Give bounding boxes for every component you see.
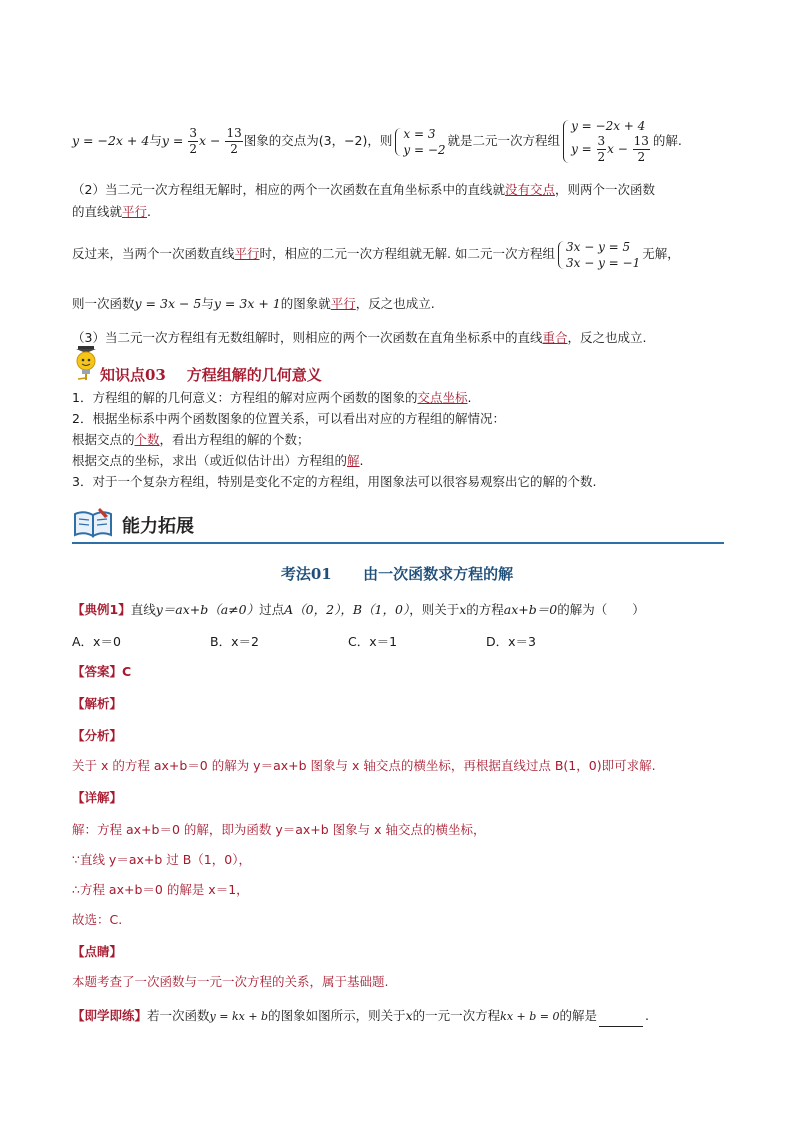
equation-system: y = −2x + 4 y = $\frac{3}{2}$ x − $\frac{13}{2}$: [562, 118, 651, 165]
detail-line-4: 故选：C.: [72, 912, 123, 927]
detail-line-2: ∵直线 y＝ax+b 过 B（1，0），: [72, 852, 251, 867]
book-icon: [72, 506, 114, 540]
answer-line: 【答案】C: [72, 664, 132, 679]
practice-question: 【即学即练】若一次函数y = kx + b的图象如图所示，则关于x的一元一次方程kx + b = 0的解是 .: [72, 1006, 732, 1027]
paragraph-parallel-cont: 则一次函数y = 3x − 5与y = 3x + 1的图象就平行，反之也成立.: [72, 296, 435, 311]
system-no-solution: 3x − y = 5 3x − y = −1: [557, 239, 640, 271]
paragraph-no-solution: （2）当二元一次方程组无解时，相应的两个一次函数在直角坐标系中的直线就没有交点，则两个一次函数: [72, 182, 655, 197]
lightbulb-mascot-icon: [70, 345, 102, 381]
example-question: 【典例1】直线y＝ax+b（a≠0）过点A（0，2），B（1，0），则关于x的方程ax+b＝0的解为（ ）: [72, 602, 645, 617]
answer-blank[interactable]: [599, 1012, 643, 1027]
comment-text: 本题考查了一次函数与一元一次方程的关系，属于基础题.: [72, 974, 389, 989]
function-1: y = −2x + 4: [72, 133, 150, 148]
option-c[interactable]: C．x＝1: [348, 634, 398, 649]
paragraph-no-solution-cont: 的直线就平行.: [72, 204, 152, 219]
fenxi-tag: 【分析】: [72, 728, 123, 743]
comment-tag: 【点睛】: [72, 944, 123, 959]
knowledge-line-1: 1．方程组的解的几何意义：方程组的解对应两个函数的图象的交点坐标.: [72, 390, 472, 405]
analysis-tag: 【解析】: [72, 696, 123, 711]
section-rule: [72, 542, 724, 544]
knowledge-point-title: 知识点03 方程组解的几何意义: [100, 366, 322, 384]
detail-line-1: 解：方程 ax+b＝0 的解，即为函数 y＝ax+b 图象与 x 轴交点的横坐标，: [72, 822, 486, 837]
fraction-13-2: $\frac{13}{2}$: [226, 126, 242, 156]
intersection-sentence: y = −2x + 4与y = $\frac{3}{2}$ x − $\frac{13}{2}$ 图象的交点为(3，−2)，则 x = 3 y = −2 就是二元一次方程组 y = −2x + 4 y = $\frac{3}{2}$ x − $\frac{13}{2}$ 的解.: [72, 119, 682, 164]
option-d[interactable]: D．x＝3: [486, 634, 536, 649]
section-header: [72, 506, 724, 544]
knowledge-line-2: 2．根据坐标系中两个函数图象的位置关系，可以看出对应的方程组的解情况：: [72, 411, 505, 426]
method-heading: 考法01 由一次函数求方程的解: [280, 565, 514, 583]
detail-line-3: ∴方程 ax+b＝0 的解是 x＝1，: [72, 882, 249, 897]
fenxi-text: 关于 x 的方程 ax+b＝0 的解为 y＝ax+b 图象与 x 轴交点的横坐标，再根据直线过点 B(1，0)即可求解.: [72, 758, 656, 773]
fraction-3-2: $\frac{3}{2}$: [189, 126, 197, 156]
paragraph-coincide: （3）当二元一次方程组有无数组解时，则相应的两个一次函数在直角坐标系中的直线重合，反之也成立.: [72, 330, 647, 345]
solution-system: x = 3 y = −2: [394, 126, 445, 158]
paragraph-parallel: 反过来，当两个一次函数直线平行时，相应的二元一次方程组就无解. 如二元一次方程组 3x − y = 5 3x − y = −1 无解，: [72, 239, 680, 270]
section-title: 能力拓展: [122, 516, 194, 537]
option-a[interactable]: A．x＝0: [72, 634, 121, 649]
knowledge-line-5: 3．对于一个复杂方程组，特别是变化不定的方程组，用图象法可以很容易观察出它的解的个数.: [72, 474, 597, 489]
knowledge-line-4: 根据交点的坐标，求出（或近似估计出）方程组的解.: [72, 453, 364, 468]
option-b[interactable]: B．x＝2: [210, 634, 259, 649]
knowledge-line-3: 根据交点的个数，看出方程组的解的个数；: [72, 432, 310, 447]
detail-tag: 【详解】: [72, 790, 123, 805]
